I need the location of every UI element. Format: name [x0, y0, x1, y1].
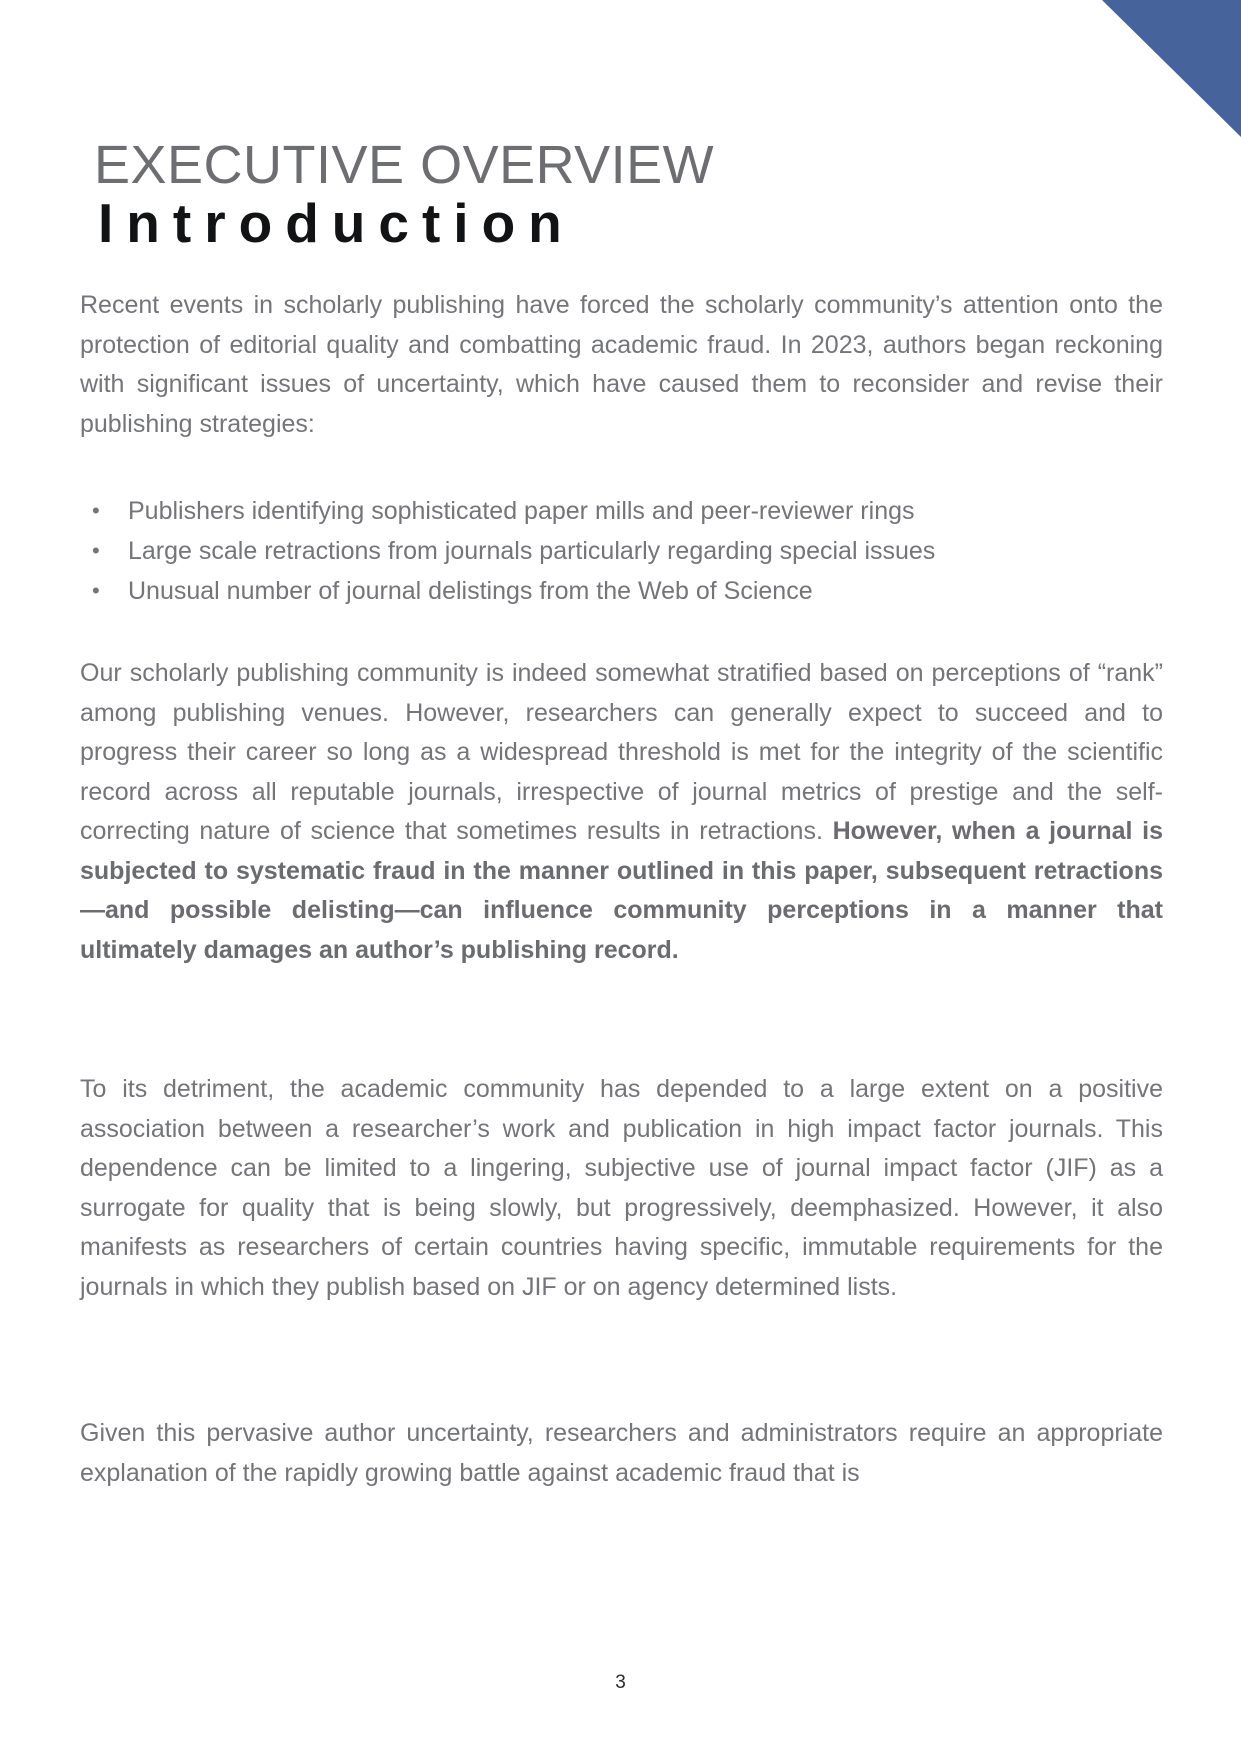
list-item-text: Unusual number of journal delistings from the Web of Science	[128, 577, 813, 605]
list-item	[80, 491, 1163, 531]
list-item-text: Publishers identifying sophisticated paper mills and peer-reviewer rings	[128, 497, 915, 525]
paragraph-detriment: To its detriment, the academic community has depended to a large extent on a positive association between a researcher’s work and publication in high impact factor journals. This dependence can be limited to a lingering, subjective use of journal impact factor (JIF) as a surrogate for quality that is being slowly, but progressively, deemphasized. However, it also manifests as researchers of certain countries having specific, immutable requirements for the journals in which they publish based on JIF or on agency determined lists.	[80, 1075, 1163, 1301]
list-item	[80, 531, 1163, 571]
list-item-text: Large scale retractions from journals particularly regarding special issues	[128, 537, 936, 565]
section-kicker: EXECUTIVE OVERVIEW	[94, 135, 715, 195]
bullet-icon: •	[92, 578, 100, 603]
list-item	[80, 571, 1163, 611]
paragraph-community-bold: However, when a journal is subjected to systematic fraud in the manner outlined in this paper, subsequent retractions—and possible delisting—can influence community perceptions in a manner that ultimately damages an author’s publishing record.	[80, 817, 1164, 964]
bullet-list	[80, 491, 1163, 611]
paragraph-given: Given this pervasive author uncertainty, researchers and administrators require an appropriate explanation of the rapidly growing battle against academic fraud that is	[80, 1419, 1163, 1487]
bullet-icon: •	[92, 498, 100, 523]
page-number: 3	[615, 1672, 626, 1693]
paragraph-community-normal: Our scholarly publishing community is indeed somewhat stratified based on perceptions of “rank” among publishing venues. However, researchers can generally expect to succeed and to progress their career so long as a widespread threshold is met for the integrity of the scientific record across all reputable journals, irrespective of journal metrics of prestige and the self-correcting nature of science that sometimes results in retractions.	[80, 659, 1163, 845]
paragraph-community	[80, 654, 1163, 970]
corner-accent-triangle	[1102, 0, 1241, 137]
page-title: Introduction	[98, 192, 575, 254]
bullet-icon: •	[92, 538, 100, 563]
paragraph-intro: Recent events in scholarly publishing have forced the scholarly community’s attention onto the protection of editorial quality and combatting academic fraud. In 2023, authors began reckoning with significant issues of uncertainty, which have caused them to reconsider and revise their publishing strategies:	[80, 291, 1163, 438]
